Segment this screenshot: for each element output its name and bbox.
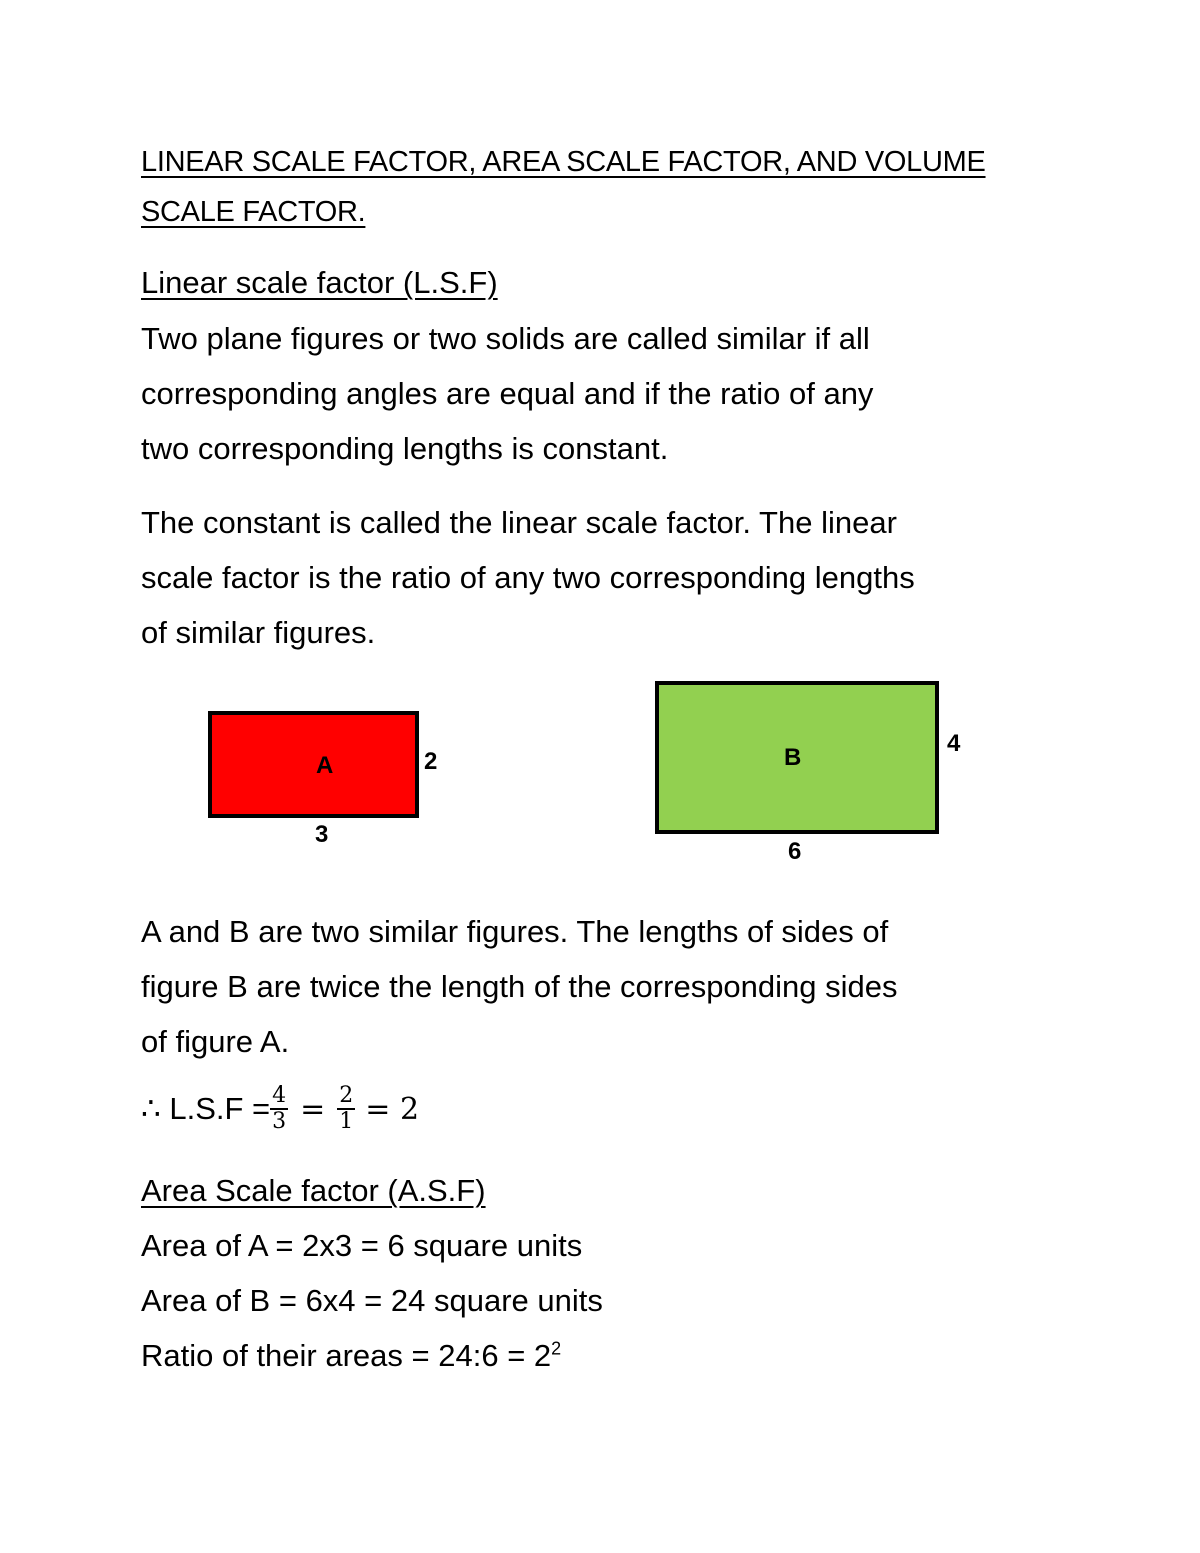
lsf-paragraph-2-line-1: The constant is called the linear scale factor. The linear xyxy=(141,505,897,540)
fraction-4-over-3 xyxy=(270,1084,288,1134)
formula-equals: = xyxy=(300,1091,326,1127)
area-of-b-line: Area of B = 6x4 = 24 square units xyxy=(141,1283,603,1318)
fraction-2-denominator: 1 xyxy=(339,1109,354,1134)
figure-b-height-label: 4 xyxy=(947,730,961,757)
area-of-a-line: Area of A = 2x3 = 6 square units xyxy=(141,1228,583,1263)
lsf-paragraph-1-line-1: Two plane figures or two solids are called similar if all xyxy=(141,321,870,356)
lsf-formula xyxy=(141,1074,419,1144)
ratio-of-areas-line xyxy=(141,1338,561,1374)
lsf-paragraph-1-line-2: corresponding angles are equal and if the ratio of any xyxy=(141,376,874,411)
document-title-line-2: SCALE FACTOR. xyxy=(141,196,366,228)
ratio-of-areas-text: Ratio of their areas = 24:6 = 2 xyxy=(141,1338,552,1373)
figure-a-rectangle xyxy=(208,711,419,818)
figure-a-width-label: 3 xyxy=(315,821,329,848)
lsf-paragraph-1-line-3: two corresponding lengths is constant. xyxy=(141,431,669,466)
figure-a-height-label: 2 xyxy=(424,748,438,775)
lsf-subheading: Linear scale factor (L.S.F) xyxy=(141,265,498,300)
explanation-line-1: A and B are two similar figures. The lengths of sides of xyxy=(141,914,889,949)
explanation-line-3: of figure A. xyxy=(141,1024,290,1059)
fraction-2-over-1 xyxy=(337,1084,355,1134)
fraction-1-denominator: 3 xyxy=(272,1109,287,1134)
lsf-paragraph-2-line-3: of similar figures. xyxy=(141,615,376,650)
fraction-1-numerator: 4 xyxy=(270,1084,288,1110)
formula-result: = 2 xyxy=(365,1091,420,1127)
formula-prefix: ∴ L.S.F = xyxy=(141,1091,271,1126)
figure-a-label: A xyxy=(316,752,334,779)
explanation-line-2: figure B are twice the length of the corresponding sides xyxy=(141,969,898,1004)
document-title-line-1: LINEAR SCALE FACTOR, AREA SCALE FACTOR, AND VOLUME xyxy=(141,146,986,178)
figure-b-label: B xyxy=(784,744,802,771)
lsf-paragraph-2-line-2: scale factor is the ratio of any two corresponding lengths xyxy=(141,560,915,595)
figure-b-width-label: 6 xyxy=(788,838,802,865)
fraction-2-numerator: 2 xyxy=(337,1084,355,1110)
ratio-exponent: 2 xyxy=(551,1338,562,1359)
asf-subheading: Area Scale factor (A.S.F) xyxy=(141,1173,486,1208)
